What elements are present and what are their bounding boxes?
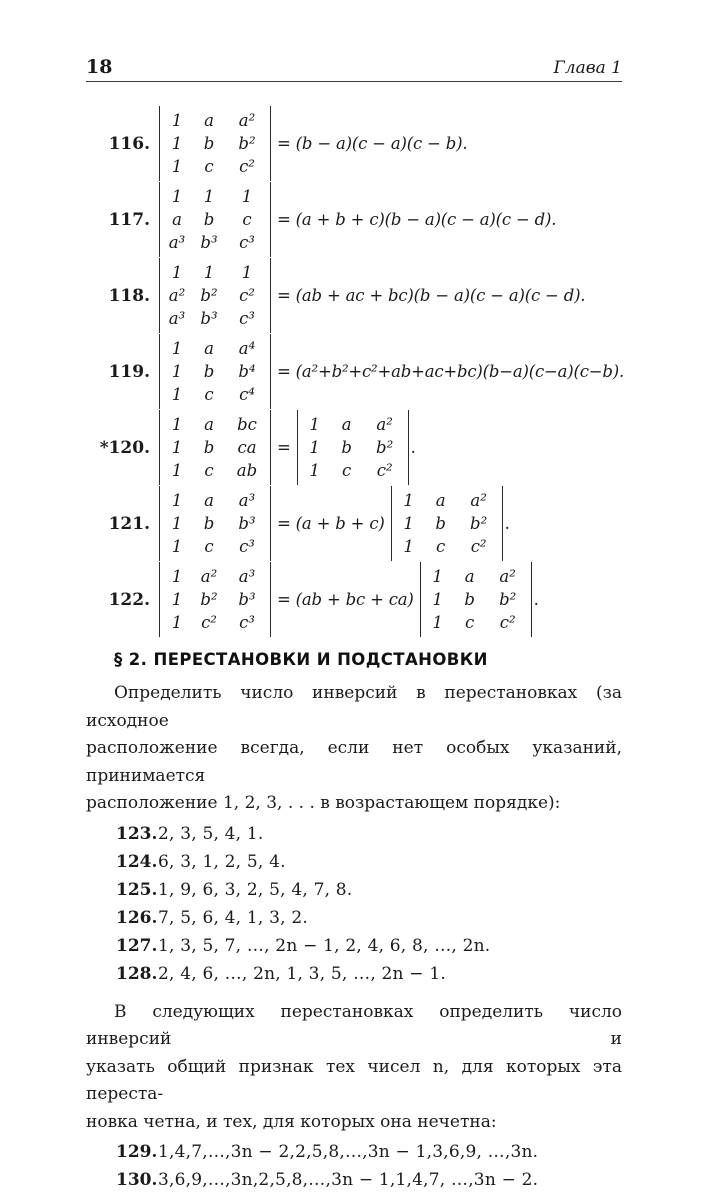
matrix-cell: b² [238, 134, 256, 153]
permutation-problems-1 [86, 820, 622, 988]
running-head [86, 56, 622, 82]
problem-number: *120. [99, 437, 150, 458]
problem-122 [86, 562, 622, 637]
matrix-cell: 1 [403, 514, 414, 533]
matrix-cell: c⁴ [239, 385, 255, 404]
matrix-cell: b [203, 210, 215, 229]
problem-number: 125. [116, 879, 158, 900]
matrix-cell: 1 [171, 461, 183, 480]
paragraph-line: расположение 1, 2, 3, . . . в возрастающем порядке): [86, 793, 561, 813]
matrix-cell: a [172, 210, 182, 229]
matrix-cell: 1 [171, 111, 183, 130]
matrix-cell: 1 [432, 567, 443, 586]
chapter-title: Глава 1 [553, 58, 622, 78]
paragraph-line: указать общий признак тех чисел n, для которых эта переста- [86, 1056, 622, 1104]
matrix-cell: a² [470, 491, 487, 510]
matrix-row [164, 337, 266, 360]
matrix-row [396, 489, 498, 512]
matrix-cell: ab [236, 461, 258, 480]
equation-rhs: = (a + b + c) [277, 514, 385, 533]
book-page [86, 56, 625, 1194]
matrix-row [302, 436, 404, 459]
problem-number: 121. [108, 513, 150, 534]
problem-content: 6, 3, 1, 2, 5, 4. [158, 851, 286, 872]
matrix-cell: 1 [203, 263, 215, 282]
matrix-cell: 1 [171, 157, 183, 176]
matrix-cell: 1 [403, 491, 414, 510]
problem-126 [86, 904, 622, 932]
determinant-matrix [159, 258, 271, 333]
matrix-cell: b [435, 514, 446, 533]
matrix-cell: 1 [171, 537, 183, 556]
matrix-row [164, 459, 266, 482]
matrix-row [164, 231, 266, 254]
determinant-matrix-2 [391, 486, 503, 561]
permutation-problems-2 [86, 1138, 622, 1194]
matrix-cell: b⁴ [238, 362, 256, 381]
matrix-cell: a [204, 415, 214, 434]
matrix-cell: b² [499, 590, 517, 609]
paragraph-line: Определить число инверсий в перестановках (за исходное [86, 683, 622, 731]
matrix-cell: c² [201, 613, 217, 632]
matrix-cell: 1 [171, 187, 183, 206]
matrix-cell: a² [238, 111, 256, 130]
matrix-cell: c² [499, 613, 516, 632]
problem-content: 7, 5, 6, 4, 1, 3, 2. [158, 907, 308, 928]
matrix-cell: 1 [171, 263, 183, 282]
matrix-cell: a [341, 415, 352, 434]
matrix-cell: 1 [171, 362, 183, 381]
matrix-row [164, 208, 266, 231]
problem-117 [86, 182, 622, 257]
matrix-cell: a² [200, 567, 218, 586]
matrix-cell: 1 [203, 187, 215, 206]
matrix-row [302, 459, 404, 482]
problem-content: 2, 4, 6, …, 2n, 1, 3, 5, …, 2n − 1. [158, 963, 446, 984]
matrix-cell: b³ [200, 309, 218, 328]
matrix-row [302, 413, 404, 436]
matrix-cell: 1 [432, 590, 443, 609]
intro-paragraph-1 [86, 680, 622, 818]
matrix-cell: a² [376, 415, 393, 434]
problem-number: 119. [108, 361, 150, 382]
matrix-cell: a³ [168, 309, 186, 328]
matrix-cell: 1 [432, 613, 443, 632]
problem-content: 1, 3, 5, 7, …, 2n − 1, 2, 4, 6, 8, …, 2n. [158, 935, 491, 956]
matrix-cell: b [203, 134, 215, 153]
problem-118 [86, 258, 622, 333]
matrix-cell: a [464, 567, 475, 586]
matrix-cell: a [204, 491, 214, 510]
matrix-cell: c [465, 613, 475, 632]
matrix-cell: b³ [200, 233, 218, 252]
matrix-cell: 1 [171, 613, 183, 632]
determinant-matrix [159, 410, 271, 485]
matrix-row [164, 436, 266, 459]
matrix-cell: 1 [171, 415, 183, 434]
matrix-cell: c [436, 537, 446, 556]
matrix-cell: a [204, 111, 214, 130]
problem-number: 128. [116, 963, 158, 984]
matrix-cell: a² [168, 286, 186, 305]
problem-number: 124. [116, 851, 158, 872]
problem-content: 3,6,9,…,3n,2,5,8,…,3n − 1,1,4,7, …,3n − 2. [158, 1170, 539, 1190]
problem-number: 116. [108, 133, 150, 154]
problem-content: 1,4,7,…,3n − 2,2,5,8,…,3n − 1,3,6,9, …,3n. [158, 1142, 539, 1162]
matrix-cell: a [204, 339, 214, 358]
paragraph-line: В следующих перестановках определить число инверсий и [86, 1001, 622, 1049]
problem-number: 129. [116, 1142, 158, 1162]
matrix-cell: b² [200, 590, 218, 609]
problem-content: 1, 9, 6, 3, 2, 5, 4, 7, 8. [158, 879, 353, 900]
matrix-row [425, 588, 527, 611]
matrix-row [164, 512, 266, 535]
matrix-cell: b² [376, 438, 394, 457]
problem-130 [86, 1166, 622, 1194]
matrix-row [164, 185, 266, 208]
matrix-cell: b³ [238, 514, 256, 533]
matrix-row [164, 383, 266, 406]
matrix-cell: c [204, 537, 214, 556]
matrix-cell: c³ [239, 613, 255, 632]
matrix-cell: a³ [238, 567, 256, 586]
equation-rhs: = (ab + ac + bc)(b − a)(c − a)(c − d). [277, 286, 586, 305]
problem-121 [86, 486, 622, 561]
problem-number: 126. [116, 907, 158, 928]
matrix-cell: b [203, 362, 215, 381]
matrix-cell: a [435, 491, 446, 510]
matrix-cell: ca [237, 438, 257, 457]
problem-number: 117. [108, 209, 150, 230]
matrix-cell: 1 [241, 263, 253, 282]
problem-119 [86, 334, 625, 409]
determinant-problems [86, 106, 625, 637]
matrix-cell: 1 [171, 491, 183, 510]
matrix-row [425, 611, 527, 634]
problem-120 [86, 410, 622, 485]
matrix-cell: 1 [309, 438, 320, 457]
determinant-matrix-2 [297, 410, 409, 485]
matrix-row [396, 512, 498, 535]
problem-number: 118. [108, 285, 150, 306]
matrix-cell: a³ [168, 233, 186, 252]
matrix-cell: c³ [239, 309, 255, 328]
matrix-cell: c² [239, 157, 255, 176]
equation-rhs: = (a²+b²+c²+ab+ac+bc)(b−a)(c−a)(c−b). [277, 362, 625, 381]
equation-rhs: = (b − a)(c − a)(c − b). [277, 134, 468, 153]
matrix-row [425, 565, 527, 588]
matrix-cell: 1 [171, 514, 183, 533]
matrix-cell: 1 [171, 438, 183, 457]
matrix-cell: c³ [239, 537, 255, 556]
matrix-cell: b [464, 590, 475, 609]
matrix-cell: 1 [171, 134, 183, 153]
matrix-cell: a² [499, 567, 516, 586]
matrix-row [164, 109, 266, 132]
determinant-matrix [159, 182, 271, 257]
matrix-row [164, 155, 266, 178]
matrix-row [164, 611, 266, 634]
matrix-cell: bc [237, 415, 257, 434]
problem-129 [86, 1138, 622, 1166]
determinant-matrix [159, 562, 271, 637]
matrix-cell: 1 [171, 339, 183, 358]
matrix-cell: 1 [403, 537, 414, 556]
problem-127 [86, 932, 622, 960]
matrix-row [164, 132, 266, 155]
equation-period: . [533, 590, 539, 609]
equation-period: . [504, 514, 510, 533]
determinant-matrix [159, 486, 271, 561]
matrix-cell: c [342, 461, 352, 480]
matrix-cell: b [203, 438, 215, 457]
problem-116 [86, 106, 622, 181]
matrix-row [164, 489, 266, 512]
matrix-row [164, 261, 266, 284]
matrix-row [164, 535, 266, 558]
matrix-cell: c² [239, 286, 255, 305]
matrix-cell: 1 [309, 415, 320, 434]
matrix-row [396, 535, 498, 558]
equals-sign: = [277, 438, 291, 457]
matrix-cell: 1 [171, 385, 183, 404]
page-number: 18 [86, 56, 113, 78]
matrix-cell: b [203, 514, 215, 533]
matrix-cell: c [204, 157, 214, 176]
matrix-cell: b² [470, 514, 488, 533]
matrix-cell: a⁴ [238, 339, 256, 358]
matrix-cell: b [341, 438, 352, 457]
matrix-cell: 1 [171, 590, 183, 609]
determinant-matrix [159, 106, 271, 181]
matrix-cell: c³ [239, 233, 255, 252]
equation-period: . [410, 438, 416, 457]
matrix-cell: c [242, 210, 252, 229]
matrix-row [164, 413, 266, 436]
equation-rhs: = (a + b + c)(b − a)(c − a)(c − d). [277, 210, 557, 229]
paragraph-line: новка четна, и тех, для которых она нечетна: [86, 1111, 497, 1132]
determinant-matrix-2 [420, 562, 532, 637]
matrix-cell: c [204, 385, 214, 404]
matrix-cell: b³ [238, 590, 256, 609]
equation-rhs: = (ab + bc + ca) [277, 590, 414, 609]
problem-123 [86, 820, 622, 848]
problem-number: 122. [108, 589, 150, 610]
determinant-matrix [159, 334, 271, 409]
matrix-cell: b² [200, 286, 218, 305]
problem-number: 130. [116, 1170, 158, 1190]
matrix-row [164, 588, 266, 611]
matrix-cell: 1 [241, 187, 253, 206]
matrix-row [164, 284, 266, 307]
matrix-cell: c² [376, 461, 393, 480]
problem-124 [86, 848, 622, 876]
matrix-cell: c [204, 461, 214, 480]
problem-content: 2, 3, 5, 4, 1. [158, 823, 264, 844]
matrix-row [164, 565, 266, 588]
matrix-cell: a³ [238, 491, 256, 510]
problem-number: 127. [116, 935, 158, 956]
matrix-cell: 1 [171, 567, 183, 586]
section-heading: § 2. ПЕРЕСТАНОВКИ И ПОДСТАНОВКИ [114, 650, 488, 669]
intro-paragraph-2 [86, 999, 622, 1137]
problem-128 [86, 960, 622, 988]
matrix-row [164, 307, 266, 330]
problem-125 [86, 876, 622, 904]
paragraph-line: расположение всегда, если нет особых указаний, принимается [86, 738, 622, 786]
matrix-row [164, 360, 266, 383]
problem-number: 123. [116, 823, 158, 844]
matrix-cell: c² [470, 537, 487, 556]
matrix-cell: 1 [309, 461, 320, 480]
